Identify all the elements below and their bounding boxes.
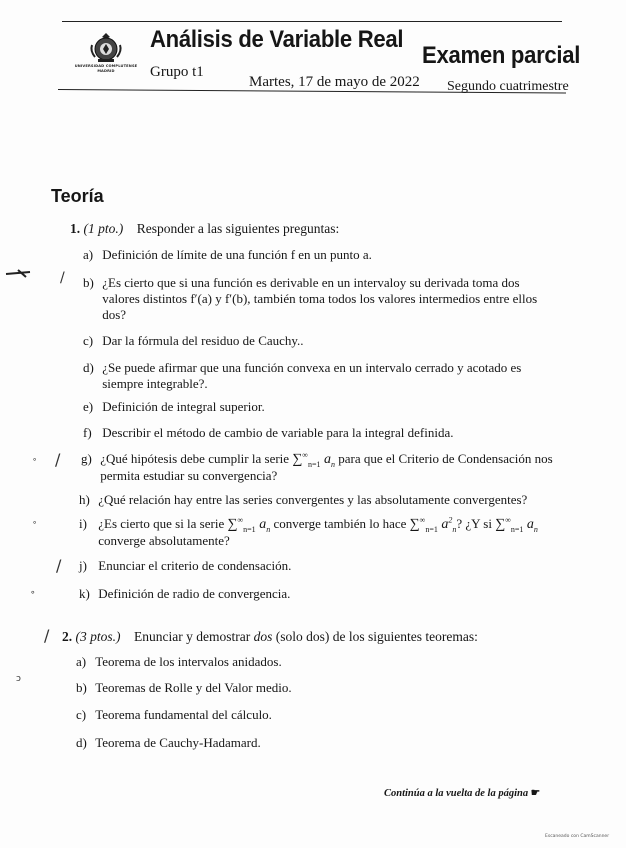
semester-label: Segundo cuatrimestre (447, 79, 569, 94)
question-1-points: (1 pto.) (83, 221, 124, 236)
pointing-hand-icon: ☛ (530, 788, 541, 799)
exam-type: Examen parcial (422, 42, 581, 69)
q2-item-c: c) Teorema fundamental del cálculo. (76, 707, 272, 722)
header-top-rule (62, 21, 562, 22)
q1-item-g: g) ¿Qué hipótesis debe cumplir la serie $\sum^\infty_{n=1}$ $a_n$ para que el Criterio de Condensación nos permita estudiar su convergencia? (81, 450, 553, 483)
q1-item-k: k) Definición de radio de convergencia. (79, 586, 291, 601)
pen-mark-icon (4, 267, 34, 281)
q1-item-a: a) Definición de límite de una función f en un punto a. (83, 247, 372, 262)
continue-note: Continúa a la vuelta de la página ☛ (384, 788, 541, 799)
checkmark-icon: / (55, 450, 61, 469)
q2-item-d: d) Teorema de Cauchy-Hadamard. (76, 735, 261, 750)
question-2-header: 2. (3 ptos.) Enunciar y demostrar dos (solo dos) de los siguientes teoremas: (62, 629, 478, 644)
question-2-number: 2. (62, 629, 73, 644)
dot-mark-icon: ∘ (32, 455, 38, 464)
exam-date: Martes, 17 de mayo de 2022 (249, 74, 420, 90)
q1-item-c: c) Dar la fórmula del residuo de Cauchy.. (83, 333, 304, 348)
checkmark-icon: / (60, 270, 65, 286)
group-label: Grupo t1 (150, 64, 204, 80)
university-name: UNIVERSIDAD COMPLUTENSE MADRID (74, 64, 138, 73)
q1-item-e: e) Definición de integral superior. (83, 399, 265, 414)
question-2-points: (3 ptos.) (75, 629, 121, 644)
series-notation: $\sum^\infty_{n=1}$ $a_n$ (292, 450, 336, 469)
q2-item-b: b) Teoremas de Rolle y del Valor medio. (76, 680, 292, 695)
dot-mark-icon: ∘ (30, 588, 36, 598)
university-crest-icon (88, 31, 124, 65)
question-1-number: 1. (70, 221, 81, 236)
q1-item-d: d) ¿Se puede afirmar que una función convexa en un intervalo cerrado y acotado es siempre integrable?. (83, 360, 522, 391)
checkmark-icon: / (56, 556, 62, 575)
scanner-watermark: Escaneado con CamScanner (545, 834, 610, 839)
q2-item-a: a) Teorema de los intervalos anidados. (76, 654, 282, 669)
q1-item-f: f) Describir el método de cambio de variable para la integral definida. (83, 425, 454, 440)
q1-item-j: j) Enunciar el criterio de condensación. (79, 558, 292, 573)
q1-item-b: b) ¿Es cierto que si una función es derivable en un intervaloy su derivada toma dos valores distintos f′(a) y f′(b), también toma todos los valores intermedios entre ellos dos? (83, 275, 538, 322)
course-title: Análisis de Variable Real (150, 26, 404, 53)
question-1-prompt: Responder a las siguientes preguntas: (136, 221, 340, 236)
dot-mark-icon: ∘ (32, 518, 38, 527)
checkmark-icon: / (44, 626, 50, 645)
section-title: Teoría (51, 186, 104, 206)
q1-item-i: i) ¿Es cierto que si la serie $\sum^\infty_{n=1}$ $a_n$ converge también lo hace $\sum^\infty_{n=1}$ $a^2_n$? ¿Y si $\sum^\infty_{n=1}$ $a_n$ converge absolutamente? (79, 515, 538, 548)
question-1-header (70, 220, 339, 237)
dot-mark-icon: ↄ (16, 674, 21, 684)
q1-item-h: h) ¿Qué relación hay entre las series convergentes y las absolutamente convergentes? (79, 492, 528, 507)
